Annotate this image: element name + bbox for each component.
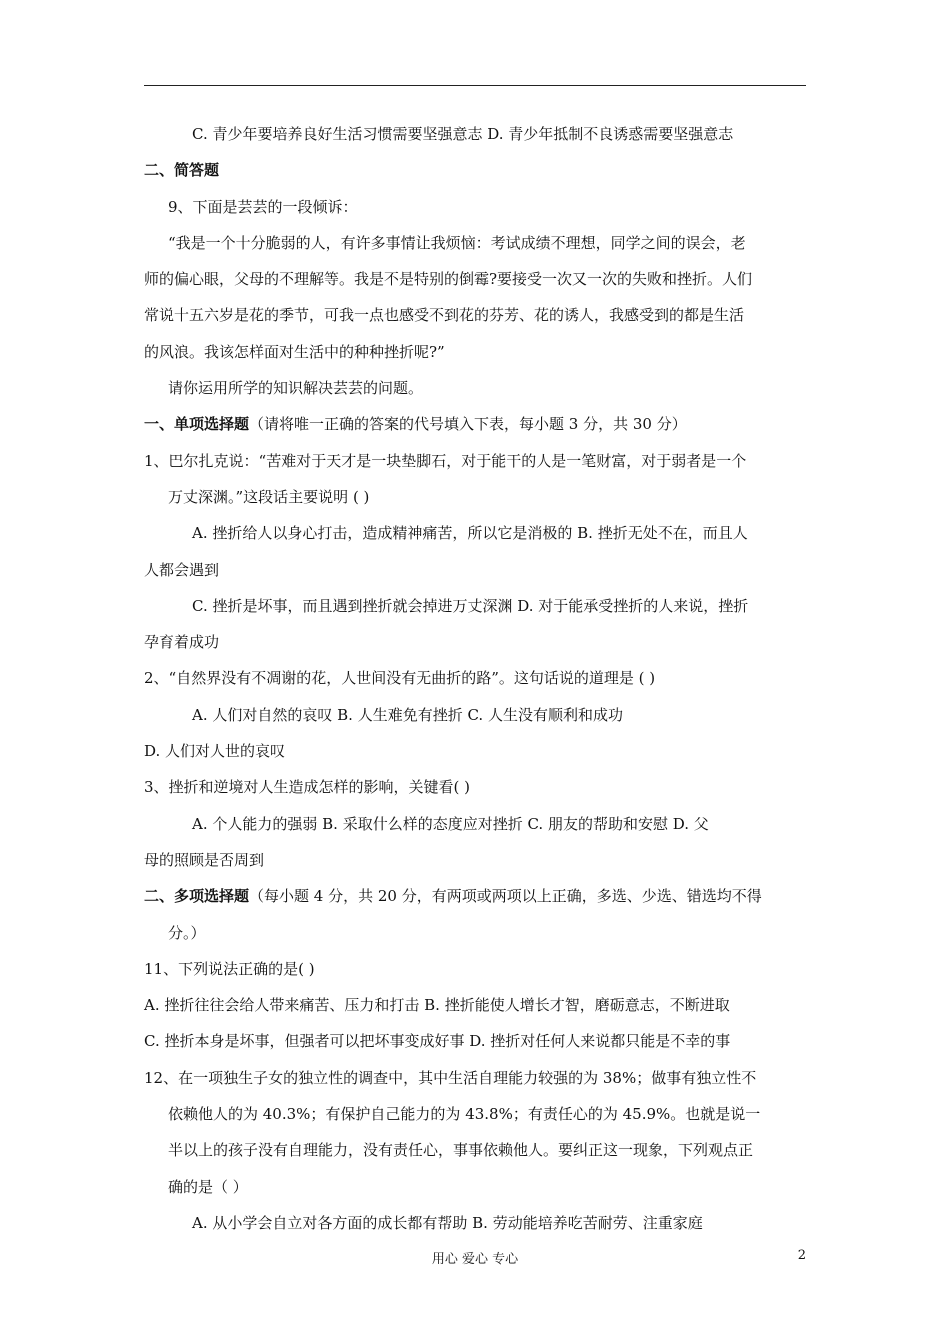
text-line [144, 189, 806, 225]
line-text: 请你运用所学的知识解决芸芸的问题。 [168, 379, 424, 398]
page-number: 2 [797, 1248, 806, 1263]
text-line [144, 370, 806, 406]
line-text: 人都会遇到 [144, 560, 220, 579]
section-heading: 二、简答题 [144, 161, 220, 180]
text-line [144, 842, 806, 878]
text-line [144, 152, 806, 188]
line-text: A. 个人能力的强弱 B. 采取什么样的态度应对挫折 C. 朋友的帮助和安慰 D. 父 [192, 814, 709, 833]
line-text: 半以上的孩子没有自理能力，没有责任心，事事依赖他人。要纠正这一现象，下列观点正 [168, 1141, 754, 1160]
line-text: C. 挫折本身是坏事，但强者可以把坏事变成好事 D. 挫折对任何人来说都只能是不幸的事 [144, 1032, 731, 1051]
line-text: 依赖他人的为 40.3%；有保护自己能力的为 43.8%；有责任心的为 45.9%。也就是说一 [168, 1105, 761, 1124]
section-instructions: （每小题 4 分，共 20 分，有两项或两项以上正确，多选、少选、错选均不得 [249, 887, 762, 906]
section-heading: 一、单项选择题 [144, 415, 250, 434]
text-line [144, 1096, 806, 1132]
text-line [144, 116, 806, 152]
line-text: 9、下面是芸芸的一段倾诉： [168, 197, 358, 216]
text-line [144, 588, 806, 624]
line-text: A. 挫折往往会给人带来痛苦、压力和打击 B. 挫折能使人增长才智，磨砺意志，不断进取 [144, 996, 730, 1015]
text-line [144, 660, 806, 696]
text-line [144, 878, 806, 914]
line-text: 母的照顾是否周到 [144, 850, 265, 869]
text-line [144, 261, 806, 297]
section-instructions: （请将唯一正确的答案的代号填入下表，每小题 3 分，共 30 分） [249, 415, 687, 434]
line-text: C. 青少年要培养良好生活习惯需要坚强意志 D. 青少年抵制不良诱惑需要坚强意志 [192, 125, 734, 143]
text-line [144, 443, 806, 479]
line-text: 的风浪。我该怎样面对生活中的种种挫折呢?” [144, 342, 445, 361]
text-line [144, 1060, 806, 1096]
text-line [144, 1132, 806, 1168]
line-text: D. 人们对人世的哀叹 [144, 742, 286, 761]
line-text: 常说十五六岁是花的季节，可我一点也感受不到花的芬芳、花的诱人，我感受到的都是生活 [144, 306, 745, 325]
text-line [144, 624, 806, 660]
text-line [144, 1205, 806, 1241]
text-line [144, 515, 806, 551]
text-line [144, 1169, 806, 1205]
line-text: 3、挫折和逆境对人生造成怎样的影响，关键看( ) [144, 778, 471, 797]
text-line [144, 951, 806, 987]
text-line [144, 769, 806, 805]
text-line [144, 733, 806, 769]
text-line [144, 225, 806, 261]
text-line [144, 697, 806, 733]
line-text: 分。） [168, 923, 206, 942]
text-line [144, 479, 806, 515]
line-text: 万丈深渊。”这段话主要说明 ( ) [168, 487, 370, 506]
line-text: A. 人们对自然的哀叹 B. 人生难免有挫折 C. 人生没有顺利和成功 [192, 705, 623, 724]
line-text: 11、下列说法正确的是( ) [144, 959, 315, 978]
line-text: A. 挫折给人以身心打击，造成精神痛苦，所以它是消极的 B. 挫折无处不在，而且人 [192, 524, 748, 543]
text-line [144, 1023, 806, 1059]
header-rule [144, 85, 806, 86]
text-line [144, 334, 806, 370]
line-text: 12、在一项独生子女的独立性的调查中，其中生活自理能力较强的为 38%；做事有独立性不 [144, 1068, 757, 1087]
line-text: 师的偏心眼，父母的不理解等。我是不是特别的倒霉?要接受一次又一次的失败和挫折。人们 [144, 270, 753, 289]
text-line [144, 806, 806, 842]
line-text: 2、“自然界没有不凋谢的花，人世间没有无曲折的路”。这句话说的道理是 ( ) [144, 669, 656, 688]
footer-slogan: 用心 爱心 专心 [431, 1252, 519, 1267]
line-text: A. 从小学会自立对各方面的成长都有帮助 B. 劳动能培养吃苦耐劳、注重家庭 [192, 1213, 703, 1232]
text-line [144, 297, 806, 333]
document-body [144, 116, 806, 1241]
text-line [144, 987, 806, 1023]
text-line [144, 552, 806, 588]
line-text: C. 挫折是坏事，而且遇到挫折就会掉进万丈深渊 D. 对于能承受挫折的人来说，挫折 [192, 596, 749, 615]
section-heading: 二、多项选择题 [144, 887, 250, 906]
line-text: 确的是（ ） [168, 1177, 248, 1196]
line-text: 孕育着成功 [144, 633, 220, 652]
text-line [144, 915, 806, 951]
text-line [144, 406, 806, 442]
line-text: “我是一个十分脆弱的人，有许多事情让我烦恼：考试成绩不理想，同学之间的误会，老 [168, 233, 746, 252]
line-text: 1、巴尔扎克说：“苦难对于天才是一块垫脚石，对于能干的人是一笔财富，对于弱者是一个 [144, 451, 747, 470]
